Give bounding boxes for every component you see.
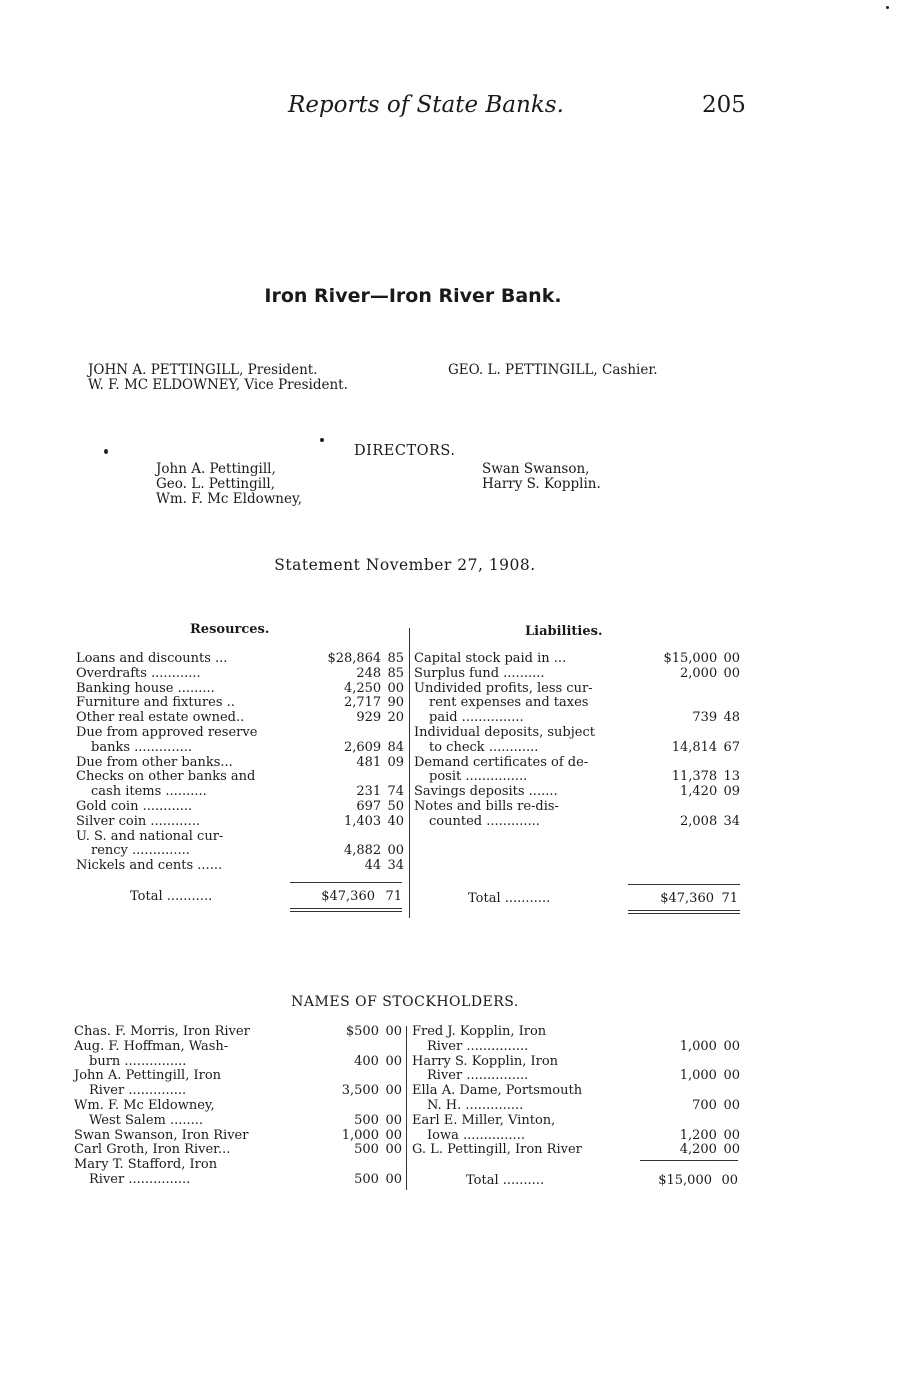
liability-row-amount: 2,000 [680, 665, 718, 681]
resource-row-label: Nickels and cents ...... [76, 858, 223, 874]
liability-row-amount: $15,000 [663, 651, 718, 666]
liability-row-label: Notes and bills re-dis- [414, 798, 559, 814]
stockholder-row-cents: 00 [385, 1127, 402, 1143]
liability-row-label: rent expenses and taxes [429, 695, 589, 711]
stockholder-row-amount [642, 1025, 717, 1040]
liability-row-cents: 48 [723, 710, 740, 726]
stockholder-row [412, 1055, 740, 1070]
stockholder-row [74, 1084, 402, 1099]
resource-row-label: Furniture and fixtures .. [76, 695, 235, 711]
officers-left [88, 363, 348, 393]
directors-heading: DIRECTORS. [354, 443, 456, 459]
stockholder-row-amount: 1,200 [679, 1127, 717, 1143]
resource-row [76, 815, 404, 830]
double-rule [290, 908, 402, 912]
director-name: John A. Pettingill, [156, 461, 276, 477]
liabilities-total-cents: 71 [721, 891, 738, 906]
resource-row [76, 652, 404, 667]
resource-row-cents: 90 [387, 695, 404, 711]
stockholder-row-cents: 00 [385, 1083, 402, 1099]
officer-cashier: GEO. L. PETTINGILL, Cashier. [448, 362, 658, 378]
director-name: Swan Swanson, [482, 461, 590, 477]
director-name: Wm. F. Mc Eldowney, [156, 491, 303, 507]
liability-row-cents: 34 [723, 813, 740, 829]
print-speck [886, 6, 889, 9]
stockholder-row-label: River ............... [427, 1068, 529, 1084]
resource-row-cents: 85 [387, 651, 404, 666]
resource-row-cents [381, 726, 404, 741]
stockholder-row-cents: 00 [385, 1024, 402, 1039]
stockholders-left-table [74, 1025, 402, 1188]
liability-row-cents [717, 726, 740, 741]
stockholder-row [74, 1040, 402, 1055]
stockholder-row-label: Swan Swanson, Iron River [74, 1127, 249, 1143]
stockholder-row-amount [319, 1099, 379, 1114]
stockholder-row-amount [642, 1084, 717, 1099]
print-speck [320, 438, 324, 442]
total-rule [290, 882, 402, 883]
stockholder-row-cents [379, 1099, 402, 1114]
stockholder-row [412, 1114, 740, 1129]
liability-row-label: Surplus fund .......... [414, 665, 545, 681]
resource-row-amount: 2,717 [343, 695, 382, 711]
stockholder-row-cents: 00 [723, 1068, 740, 1084]
stockholder-row-amount: 500 [354, 1171, 379, 1187]
liability-row [414, 800, 740, 815]
stockholder-row-amount: 500 [354, 1112, 379, 1128]
stockholder-row-cents: 00 [385, 1112, 402, 1128]
stockholder-row [412, 1084, 740, 1099]
statement-title: Statement November 27, 1908. [274, 556, 536, 574]
stockholder-row-cents: 00 [723, 1142, 740, 1158]
stockholder-row-label: Harry S. Kopplin, Iron [412, 1053, 559, 1069]
resource-row-label: Other real estate owned.. [76, 710, 245, 726]
stockholder-row-label: River ............... [89, 1171, 191, 1187]
resource-row [76, 711, 404, 726]
liability-row-label: Capital stock paid in ... [414, 651, 567, 666]
liability-row-cents [717, 800, 740, 815]
liability-row-cents [717, 682, 740, 697]
resources-table [76, 652, 404, 874]
liability-row-amount [640, 726, 717, 741]
liability-row-label: Savings deposits ....... [414, 784, 558, 800]
stockholder-row-amount: 1,000 [679, 1038, 717, 1054]
resource-row-cents [381, 830, 404, 845]
stockholder-row [74, 1173, 402, 1188]
stockholder-row-label: River .............. [89, 1083, 187, 1099]
resource-row [76, 844, 404, 859]
liability-row-amount [640, 800, 717, 815]
print-speck [104, 449, 108, 454]
resource-row-label: Due from other banks... [76, 754, 233, 770]
liabilities-heading: Liabilities. [525, 624, 603, 639]
liability-row [414, 652, 740, 667]
resource-row [76, 696, 404, 711]
resource-row-label: Banking house ......... [76, 680, 215, 696]
stockholder-row-cents: 00 [723, 1127, 740, 1143]
stockholder-row-label: Wm. F. Mc Eldowney, [74, 1097, 215, 1113]
total-rule [628, 884, 740, 885]
liability-row-cents: 09 [723, 784, 740, 800]
resource-row-label: Loans and discounts ... [76, 651, 228, 666]
stockholder-row-label: burn ............... [89, 1053, 187, 1069]
stockholders-total-label: Total .......... [466, 1173, 545, 1188]
resource-row-label: rency .............. [91, 843, 190, 859]
resource-row [76, 741, 404, 756]
liability-row [414, 696, 740, 711]
liability-row [414, 667, 740, 682]
directors-right [482, 462, 601, 492]
stockholder-row-cents [717, 1055, 740, 1070]
stockholder-row-cents [717, 1084, 740, 1099]
directors-left [156, 462, 302, 507]
resource-row-label: Silver coin ............ [76, 813, 200, 829]
running-title: Reports of State Banks. [288, 92, 564, 118]
double-rule [628, 910, 740, 914]
stockholder-row-label: Iowa ............... [427, 1127, 525, 1143]
stockholder-row [74, 1129, 402, 1144]
stockholder-row [74, 1025, 402, 1040]
liability-row [414, 711, 740, 726]
liability-row-amount: 1,420 [680, 784, 718, 800]
stockholder-row-label: Mary T. Stafford, Iron [74, 1157, 218, 1173]
liability-row-amount: 11,378 [671, 769, 718, 785]
stockholder-row [74, 1099, 402, 1114]
stockholder-row [74, 1114, 402, 1129]
stockholder-row-amount [319, 1158, 379, 1173]
resources-total-label: Total ........... [130, 889, 213, 904]
stockholders-total-cents: 00 [721, 1173, 738, 1188]
officer-vice-president: W. F. MC ELDOWNEY, Vice President. [88, 377, 348, 393]
stockholder-row-amount [319, 1069, 379, 1084]
stockholder-row-amount: 1,000 [679, 1068, 717, 1084]
resource-row-cents: 20 [387, 710, 404, 726]
resource-row-cents: 74 [387, 784, 404, 800]
stockholder-row-amount: 500 [354, 1142, 379, 1158]
director-name: Harry S. Kopplin. [482, 476, 601, 492]
resource-row-amount [297, 770, 381, 785]
resource-row-cents: 00 [387, 843, 404, 859]
resource-row [76, 859, 404, 874]
resource-row-label: Checks on other banks and [76, 769, 256, 785]
resource-row [76, 667, 404, 682]
officer-president: JOHN A. PETTINGILL, President. [88, 362, 318, 378]
liability-row-label: paid ............... [429, 710, 524, 726]
stockholder-row [412, 1025, 740, 1040]
resources-total-amount: $47,360 [321, 889, 375, 904]
stockholder-row-amount [319, 1040, 379, 1055]
page-number: 205 [702, 92, 746, 118]
stockholder-row-amount: 4,200 [679, 1142, 717, 1158]
stockholder-row-cents [379, 1040, 402, 1055]
stockholder-row-amount: 700 [692, 1097, 717, 1113]
stockholder-row-cents: 00 [723, 1038, 740, 1054]
stockholder-row-label: G. L. Pettingill, Iron River [412, 1142, 582, 1158]
stockholders-heading: NAMES OF STOCKHOLDERS. [291, 994, 519, 1010]
stockholder-row-label: Earl E. Miller, Vinton, [412, 1112, 556, 1128]
stockholder-row-amount: $500 [345, 1024, 379, 1039]
officers-right [448, 363, 658, 378]
resource-row [76, 682, 404, 697]
resource-row-amount: 4,882 [343, 843, 382, 859]
resource-row-amount: 697 [356, 798, 382, 814]
resource-row-cents: 50 [387, 798, 404, 814]
column-divider [409, 628, 410, 918]
stockholder-row-label: Carl Groth, Iron River... [74, 1142, 231, 1158]
stockholder-row-label: Ella A. Dame, Portsmouth [412, 1083, 583, 1099]
liabilities-table [414, 652, 740, 830]
total-rule [640, 1160, 738, 1161]
resource-row [76, 770, 404, 785]
column-divider [406, 1026, 407, 1190]
stockholder-row-label: Fred J. Kopplin, Iron [412, 1024, 547, 1039]
liability-row [414, 726, 740, 741]
resource-row [76, 726, 404, 741]
resource-row [76, 756, 404, 771]
liability-row-cents: 67 [723, 739, 740, 755]
resource-row [76, 800, 404, 815]
stockholder-row [412, 1040, 740, 1055]
resource-row-label: cash items .......... [91, 784, 207, 800]
resource-row-cents: 00 [387, 680, 404, 696]
resource-row-cents: 09 [387, 754, 404, 770]
liability-row-amount [640, 756, 717, 771]
liability-row [414, 756, 740, 771]
stockholder-row-amount [642, 1055, 717, 1070]
liability-row-label: to check ............ [429, 739, 539, 755]
resource-row-cents [381, 770, 404, 785]
resource-row-amount: 44 [364, 858, 382, 874]
stockholder-row-cents: 00 [385, 1171, 402, 1187]
resource-row [76, 830, 404, 845]
liability-row [414, 815, 740, 830]
liability-row-amount: 14,814 [671, 739, 718, 755]
liability-row-amount [640, 682, 717, 697]
stockholder-row-cents [379, 1069, 402, 1084]
resource-row-label: U. S. and national cur- [76, 828, 224, 844]
liability-row-label: posit ............... [429, 769, 528, 785]
resource-row-amount: 929 [356, 710, 382, 726]
stockholders-right-table [412, 1025, 740, 1158]
resource-row-amount: 1,403 [343, 813, 382, 829]
stockholder-row [412, 1129, 740, 1144]
stockholder-row-cents: 00 [723, 1097, 740, 1113]
resource-row-cents: 85 [387, 665, 404, 681]
liability-row-label: counted ............. [429, 813, 540, 829]
stockholder-row-cents [717, 1114, 740, 1129]
liability-row [414, 770, 740, 785]
stockholder-row-amount: 400 [354, 1053, 379, 1069]
stockholder-row-label: Chas. F. Morris, Iron River [74, 1024, 250, 1039]
liability-row-cents [717, 756, 740, 771]
liability-row-label: Undivided profits, less cur- [414, 680, 593, 696]
liability-row-cents: 13 [723, 769, 740, 785]
stockholder-row-amount: 1,000 [341, 1127, 379, 1143]
liability-row-label: Demand certificates of de- [414, 754, 589, 770]
resource-row-amount: 231 [356, 784, 382, 800]
resource-row-cents: 84 [387, 739, 404, 755]
stockholder-row [74, 1055, 402, 1070]
stockholder-row-label: N. H. .............. [427, 1097, 524, 1113]
stockholder-row [412, 1099, 740, 1114]
stockholder-row-amount: 3,500 [341, 1083, 379, 1099]
liability-row-label: Individual deposits, subject [414, 724, 595, 740]
resource-row-cents: 40 [387, 813, 404, 829]
liabilities-total-label: Total ........... [468, 891, 551, 906]
liability-row-cents [717, 696, 740, 711]
resources-heading: Resources. [190, 622, 270, 637]
stockholder-row [74, 1158, 402, 1173]
director-name: Geo. L. Pettingill, [156, 476, 276, 492]
resource-row-cents: 34 [387, 858, 404, 874]
resource-row-label: Overdrafts ............ [76, 665, 201, 681]
liability-row-amount: 2,008 [680, 813, 718, 829]
resource-row [76, 785, 404, 800]
resource-row-amount: 481 [356, 754, 382, 770]
resources-total-cents: 71 [385, 889, 402, 904]
stockholder-row [74, 1143, 402, 1158]
resource-row-label: Gold coin ............ [76, 798, 193, 814]
bank-title: Iron River—Iron River Bank. [264, 285, 562, 307]
stockholders-total-amount: $15,000 [658, 1173, 712, 1188]
stockholder-row-cents [379, 1158, 402, 1173]
stockholder-row [412, 1143, 740, 1158]
liability-row-cents: 00 [723, 665, 740, 681]
resource-row-amount: 2,609 [343, 739, 382, 755]
stockholder-row [412, 1069, 740, 1084]
liability-row-amount: 739 [692, 710, 718, 726]
liability-row-cents: 00 [723, 651, 740, 666]
resource-row-label: Due from approved reserve [76, 724, 258, 740]
stockholder-row-label: John A. Pettingill, Iron [74, 1068, 222, 1084]
liabilities-total-amount: $47,360 [660, 891, 714, 906]
stockholder-row-label: West Salem ........ [89, 1112, 204, 1128]
stockholder-row-label: Aug. F. Hoffman, Wash- [74, 1038, 229, 1054]
resource-row-amount [297, 726, 381, 741]
stockholder-row-amount [642, 1114, 717, 1129]
resource-row-amount [297, 830, 381, 845]
liability-row [414, 785, 740, 800]
resource-row-amount: $28,864 [327, 651, 382, 666]
stockholder-row-label: River ............... [427, 1038, 529, 1054]
liability-row-amount [640, 696, 717, 711]
stockholder-row-cents: 00 [385, 1053, 402, 1069]
liability-row [414, 741, 740, 756]
liability-row [414, 682, 740, 697]
stockholder-row-cents [717, 1025, 740, 1040]
resource-row-amount: 248 [356, 665, 382, 681]
resource-row-label: banks .............. [91, 739, 192, 755]
stockholder-row-cents: 00 [385, 1142, 402, 1158]
stockholder-row [74, 1069, 402, 1084]
resource-row-amount: 4,250 [343, 680, 382, 696]
